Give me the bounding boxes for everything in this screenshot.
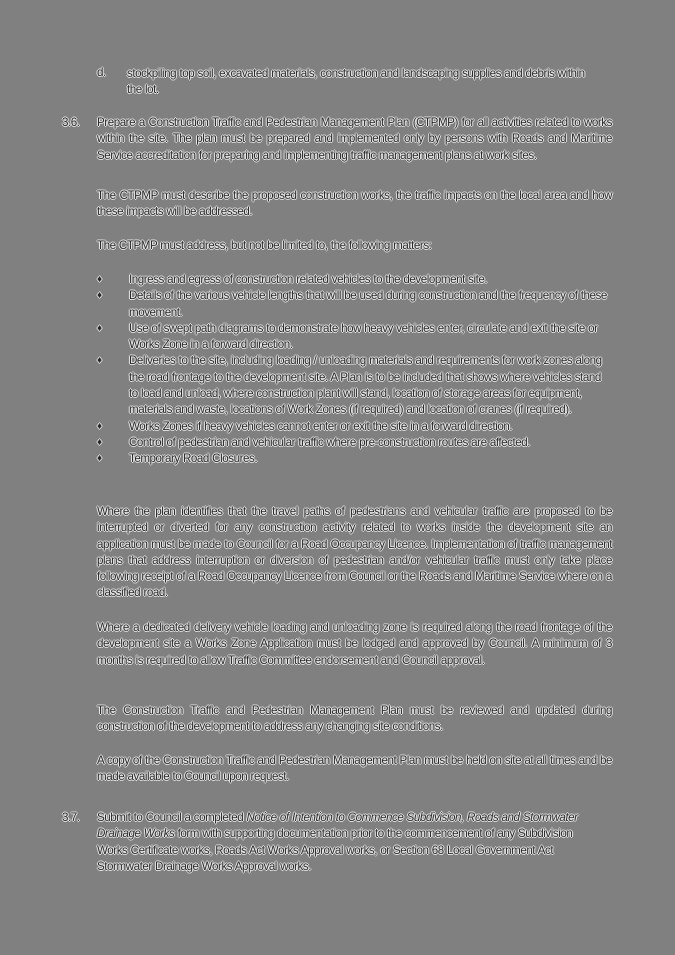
bullet-text: Ingress and egress of construction related vehicles to the development site. — [129, 273, 488, 286]
diamond-bullet-icon: ♦ — [97, 355, 102, 367]
list-item — [97, 272, 612, 288]
diamond-bullet-icon: ♦ — [97, 290, 102, 302]
list-item — [97, 419, 612, 435]
list-item — [97, 435, 612, 451]
section-3-6-loading-zone: Where a dedicated delivery vehicle loading and unloading zone is required along the road frontage of the development site a Works Zone Application must be lodged and approved by Council. A minimum of 3 months is required to allow Traffic Committee endorsement and Council approval. — [97, 621, 612, 667]
bullet-text: Control of pedestrian and vehicular traffic where pre-construction routes are affected. — [129, 435, 531, 449]
section-3-6-reviewed: The Construction Traffic and Pedestrian Management Plan must be reviewed and updated during construction of the development to address any changing site conditions. — [97, 704, 612, 734]
diamond-bullet-icon: ♦ — [97, 420, 102, 432]
list-item — [97, 321, 612, 354]
diamond-bullet-icon: ♦ — [97, 274, 102, 285]
diamond-bullet-icon: ♦ — [97, 322, 102, 334]
section-3-6-intro: Prepare a Construction Traffic and Pedestrian Management Plan (CTPMP) for all activities related to works within the site. The plan must be prepared and implemented only by persons with Roads and Maritime Service accreditation for preparing and implementing traffic management plans at work sites. — [97, 116, 612, 162]
section-number-3-6: 3.6. — [62, 116, 80, 129]
section-3-6-describe: The CTPMP must describe the proposed construction works, the traffic impacts on the local area and how these impacts will be addressed. — [97, 189, 612, 219]
section-3-7-text — [97, 810, 587, 875]
form-title: Notice of Intention to Commence Subdivision, Roads and Stormwater Drainage Works — [97, 811, 578, 841]
bullet-text: Details of the various vehicle lengths that will be used during construction and the frequency of these movement. — [129, 289, 607, 319]
section-3-6-copy: A copy of the Construction Traffic and Pedestrian Management Plan must be held on site at all times and be made available to Council upon request. — [97, 754, 612, 784]
section-number-3-7: 3.7. — [62, 811, 80, 824]
bullet-text: Works Zones if heavy vehicles cannot enter or exit the site in a forward direction. — [129, 419, 513, 433]
text-before: Submit to Council a completed — [97, 811, 247, 824]
list-item — [97, 288, 612, 321]
bullet-text: Deliveries to the site, including loading / unloading materials and requirements for work zones along the road frontage to the development site. A Plan is to be included that shows where vehicles stand to load and unload, where construction plant will stand, location of storage areas for equipment, materials and waste, locations of Work Zones (if required) and location of cranes (if required). — [129, 354, 602, 417]
section-3-6-address-intro: The CTPMP must address, but not be limited to, the following matters: — [97, 239, 432, 252]
matters-list — [97, 272, 612, 468]
diamond-bullet-icon: ♦ — [97, 453, 102, 465]
diamond-bullet-icon: ♦ — [97, 436, 102, 448]
section-3-6-interrupted: Where the plan identifies that the travel paths of pedestrians and vehicular traffic are proposed to be interrupted or diverted for any construction activity related to works inside the development site an application must be made to Council for a Road Occupancy Licence. Implementation of traffic management plans that address interruption or diversion of pedestrian and/or vehicular traffic must only take place following receipt of a Road Occupancy Licence from Council or the Roads and Maritime Service where on a classified road. — [97, 505, 612, 600]
text-after: form with supporting documentation prior to the commencement of any Subdivision Works Certificate works, Roads Act Works Approval works, or Section 68 Local Government Act Stormwater Drainage Works Approval works. — [97, 827, 573, 873]
item-label: d. — [97, 66, 106, 79]
bullet-text: Temporary Road Closures. — [129, 452, 258, 466]
bullet-text: Use of swept path diagrams to demonstrate how heavy vehicles enter, circulate and exit the site or Works Zone in a forward direction. — [129, 321, 598, 352]
list-item — [97, 451, 612, 467]
list-item — [97, 353, 612, 418]
item-text: stockpiling top soil, excavated materials, construction and landscaping supplies and debris within the lot. — [127, 67, 585, 97]
